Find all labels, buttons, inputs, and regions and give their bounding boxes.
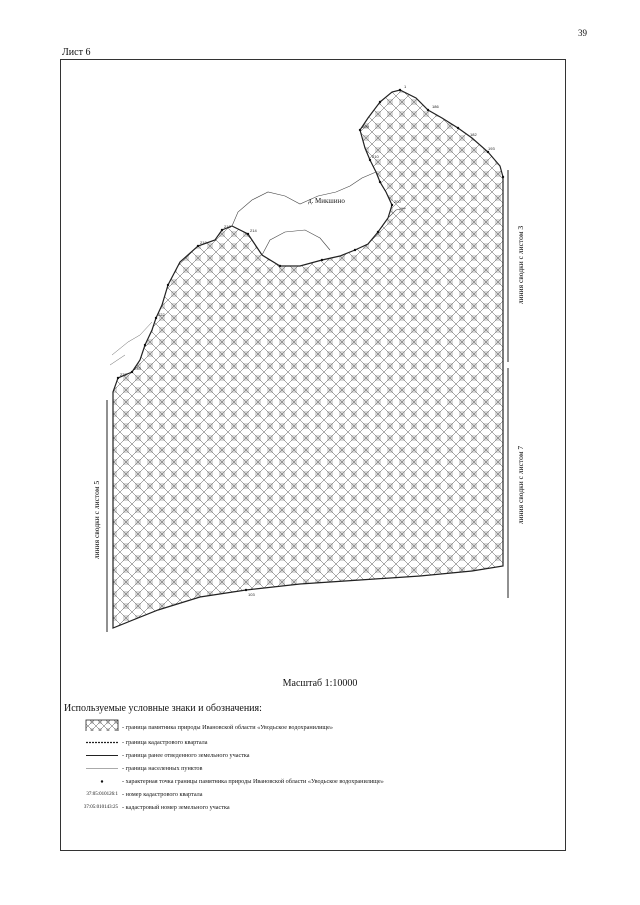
point-label: 222 — [158, 312, 165, 317]
point-icon — [64, 775, 120, 788]
hatch-area-icon — [64, 718, 120, 731]
point-label: 200 — [394, 199, 401, 204]
legend — [64, 718, 544, 814]
point-label: 214 — [250, 228, 257, 233]
match-line-label-7: линия сводки с листом 7 — [516, 445, 525, 525]
scale-text: Масштаб 1:10000 — [282, 678, 358, 689]
legend-text: - граница населенных пунктов — [122, 765, 203, 772]
quarter-number-sample: 37:05:010126:1 — [86, 792, 118, 797]
point-label: 186 — [432, 104, 439, 109]
point-label: 210 — [372, 154, 379, 159]
point-label: 209 — [362, 124, 369, 129]
legend-text: - номер кадастрового квартала — [122, 791, 203, 798]
legend-text: - граница кадастрового квартала — [122, 739, 208, 746]
legend-item-boundary-point — [64, 775, 544, 788]
point-label: 233 — [134, 366, 141, 371]
point-label: 182 — [470, 132, 477, 137]
nature-monument-area — [113, 90, 503, 628]
legend-text: - граница ранее отведенного земельного участка — [122, 752, 250, 759]
legend-text: - граница памятника природы Ивановской области «Уводьское водохранилище» — [122, 724, 333, 731]
legend-item-parcel-boundary — [64, 749, 544, 762]
settlement-label: д. Микшино — [308, 197, 345, 205]
point-label: 103 — [248, 592, 255, 597]
sheet-label: Лист 6 — [62, 47, 91, 58]
thin-line-icon — [64, 762, 120, 775]
point-label: 218 — [224, 224, 231, 229]
point-label: 237 — [120, 372, 127, 377]
point-label: 219 — [200, 240, 207, 245]
page-number: 39 — [578, 28, 587, 38]
legend-item-quarter-boundary — [64, 736, 544, 749]
legend-item-settlement-boundary — [64, 762, 544, 775]
point-label: 193 — [488, 146, 495, 151]
legend-title: Используемые условные знаки и обозначения: — [64, 703, 262, 714]
solid-line-icon — [64, 749, 120, 762]
match-line-label-3: линия сводки с листом 3 — [516, 225, 525, 305]
legend-text: - характерная точка границы памятника природы Ивановской области «Уводьское водохранилище» — [122, 778, 384, 785]
point-label: 1 — [404, 84, 407, 89]
legend-item-quarter-number — [64, 788, 544, 801]
match-line-label-5: линия сводки с листом 5 — [92, 480, 101, 560]
parcel-number-sample: 37:05:010143:25 — [83, 805, 118, 810]
legend-text: - кадастровый номер земельного участка — [122, 804, 230, 811]
legend-item-monument-boundary — [64, 718, 544, 736]
legend-item-parcel-number — [64, 801, 544, 814]
dashed-line-icon — [64, 736, 120, 749]
